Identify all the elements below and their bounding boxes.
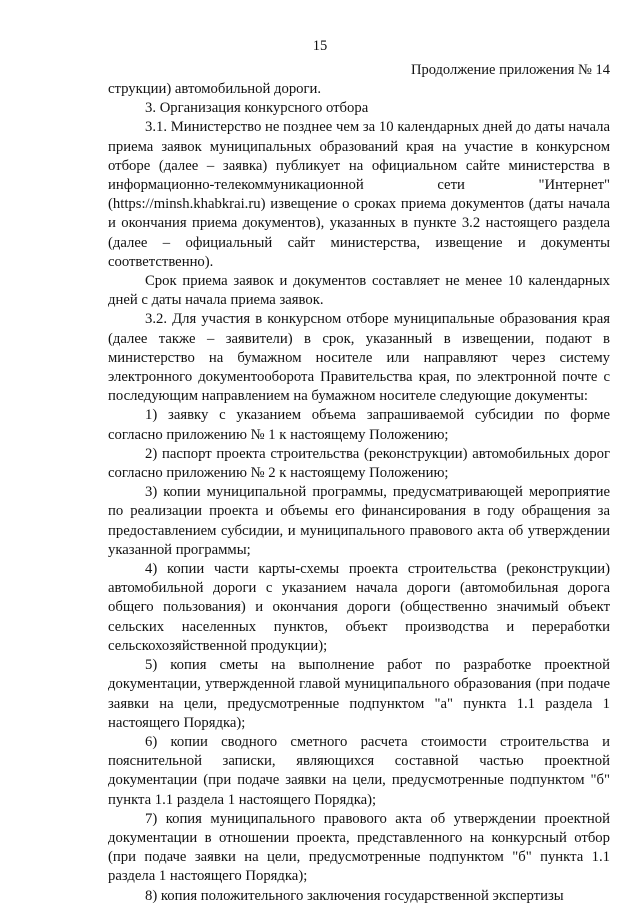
list-item-3: 3) копии муниципальной программы, предусматривающей мероприятие по реализации проекта и объемы его финансирования в году обращения за предоставлением субсидии, и муниципального правового акта об утверждении указанной программы; [108, 484, 610, 558]
document-body [108, 80, 610, 906]
paragraph-3-1: 3.1. Министерство не позднее чем за 10 календарных дней до даты начала приема заявок муниципальных образований края на участие в конкурсном отборе (далее – заявка) публикует на официальном сайте министерства в информационно-телекоммуникационной сети "Интернет" (https://minsh.khabkrai.ru) извещение о сроках приема документов (даты начала и окончания приема документов), указанных в пункте 3.2 настоящего раздела (далее – официальный сайт министерства, извещение и документы соответственно). [108, 119, 610, 270]
list-item-1: 1) заявку с указанием объема запрашиваемой субсидии по форме согласно приложению № 1 к настоящему Положению; [108, 407, 610, 443]
paragraph-continued: струкции) автомобильной дороги. [108, 81, 322, 97]
appendix-continuation-label: Продолжение приложения № 14 [411, 62, 610, 78]
section-heading: 3. Организация конкурсного отбора [145, 100, 369, 117]
page-number: 15 [312, 38, 328, 54]
list-item-8: 8) копия положительного заключения государственной экспертизы [145, 887, 564, 904]
list-item-5: 5) копия сметы на выполнение работ по разработке проектной документации, утвержденной главой муниципального образования (при подаче заявки на цели, предусмотренные подпунктом "а" пункта 1.1 раздела 1 настоящего Порядка); [108, 657, 610, 731]
list-item-7: 7) копия муниципального правового акта об утверждении проектной документации в отношении проекта, представленного на конкурсный отбор (при подаче заявки на цели, предусмотренные подпунктом "б" пункта 1.1 раздела 1 настоящего Порядка); [108, 810, 610, 885]
paragraph-3-2: 3.2. Для участия в конкурсном отборе муниципальные образования края (далее также – заявители) в срок, указанный в извещении, подают в министерство на бумажном носителе или направляют через систему электронного документооборота Правительства края, по электронной почте с последующим направлением на бумажном носителе следующие документы: [108, 311, 610, 405]
paragraph-deadline: Срок приема заявок и документов составляет не менее 10 календарных дней с даты начала приема заявок. [108, 273, 610, 309]
list-item-4: 4) копии части карты-схемы проекта строительства (реконструкции) автомобильной дороги с указанием начала дороги (автомобильная дорога общего пользования) и окончания дороги (общественно значимый объект сельских населенных пунктов, объект производства и переработки сельскохозяйственной продукции); [108, 561, 610, 654]
list-item-6: 6) копии сводного сметного расчета стоимости строительства и пояснительной записки, являющихся составной частью проектной документации (при подаче заявки на цели, предусмотренные подпунктом "б" пункта 1.1 раздела 1 настоящего Порядка); [108, 733, 610, 808]
list-item-2: 2) паспорт проекта строительства (реконструкции) автомобильных дорог согласно приложению № 2 к настоящему Положению; [108, 445, 610, 482]
